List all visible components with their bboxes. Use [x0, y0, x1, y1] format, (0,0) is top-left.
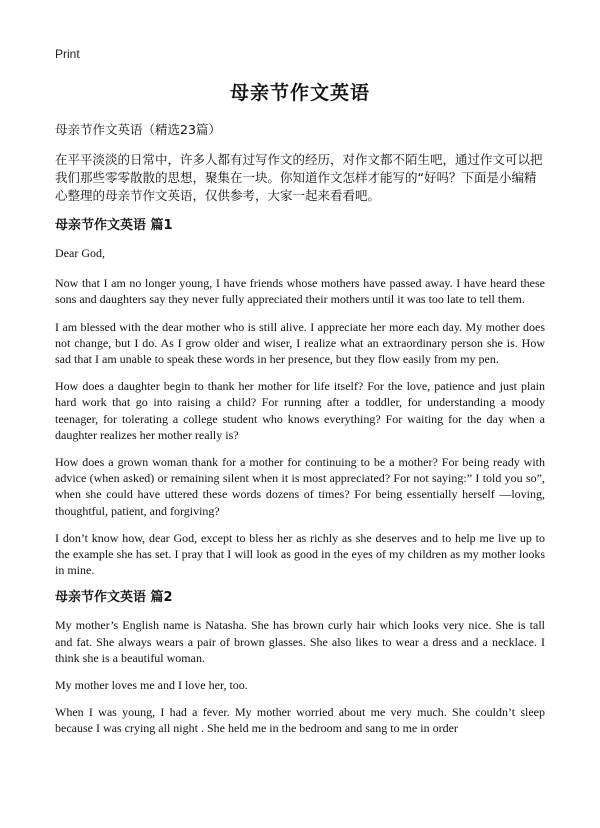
- paragraph: My mother’s English name is Natasha. She has brown curly hair which looks very nice. She is tall and fat. She always wears a pair of brown glasses. She also likes to wear a dress and a necklace. I think she is a beautiful woman.: [55, 618, 545, 665]
- article-subtitle: 母亲节作文英语（精选23篇）: [55, 122, 221, 137]
- paragraph: How does a daughter begin to thank her mother for life itself? For the love, patience and just plain hard work that go into raising a child? For running after a toddler, for understanding a moody teenager, for tolerating a college student who knows everything? For waiting for the day when a daughter realizes her mother really is?: [55, 379, 545, 442]
- print-link[interactable]: Print: [55, 47, 80, 61]
- section-heading-1: 母亲节作文英语 篇1: [55, 218, 173, 233]
- paragraph: Now that I am no longer young, I have friends whose mothers have passed away. I have heard these sons and daughters say they never fully appreciated their mothers until it was too late to tell them.: [55, 276, 545, 307]
- section-heading-2: 母亲节作文英语 篇2: [55, 590, 173, 606]
- paragraph: I don’t know how, dear God, except to bless her as richly as she deserves and to help me live up to the example she has set. I pray that I will look as good in the eyes of my children as my mother looks in mine.: [55, 530, 545, 578]
- paragraph: When I was young, I had a fever. My mother worried about me very much. She couldn’t sleep because I was crying all night . She held me in the bedroom and sang to me in order: [55, 705, 545, 736]
- paragraph: I am blessed with the dear mother who is still alive. I appreciate her more each day. My mother does not change, but I do. As I grow older and wiser, I realize what an extraordinary person she is. How sad that I am unable to speak these words in her presence, but they flow easily from my pen.: [55, 319, 545, 367]
- article-body: [55, 121, 545, 748]
- paragraph: How does a grown woman thank for a mother for continuing to be a mother? For being ready with advice (when asked) or remaining silent when it is most appreciated? For not saying:” I told you so”, when she could have uttered these words dozens of times? For being essentially herself —loving, thoughtful, patient, and forgiving?: [55, 455, 545, 518]
- salutation: Dear God,: [55, 246, 105, 260]
- intro-paragraph: 在平平淡淡的日常中，许多人都有过写作文的经历，对作文都不陌生吧，通过作文可以把我们那些零零散散的思想，聚集在一块。你知道作文怎样才能写的“好吗？下面是小编精心整理的母亲节作文英语，仅供参考，大家一起来看看吧。: [55, 152, 543, 203]
- page-title: 母亲节作文英语: [229, 82, 370, 104]
- paragraph: My mother loves me and I love her, too.: [55, 678, 248, 693]
